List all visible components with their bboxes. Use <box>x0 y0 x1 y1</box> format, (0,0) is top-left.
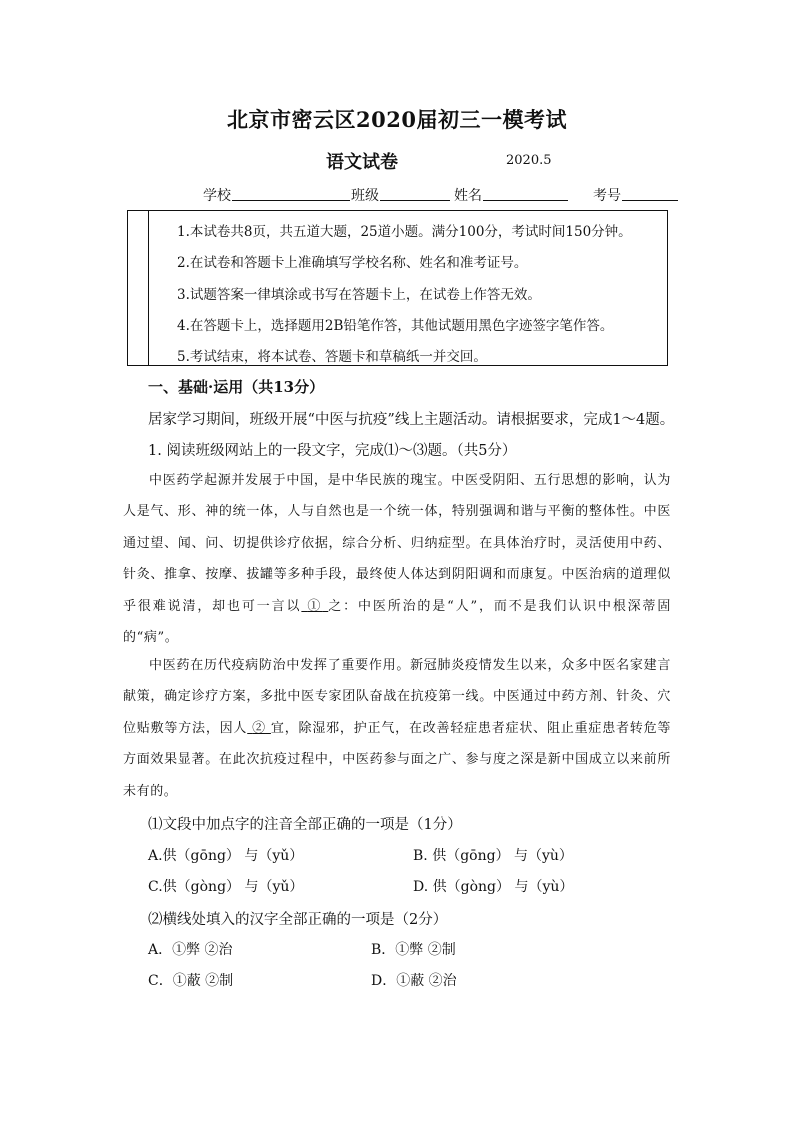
section-intro: 居家学习期间，班级开展“中医与抗疫”线上主题活动。请根据要求，完成1～4题。 <box>148 412 675 428</box>
option-b[interactable]: B. 供（gōng） 与（yù） <box>413 848 573 864</box>
option-a[interactable]: A．①弊 ②治 <box>148 942 233 958</box>
notice-divider <box>148 211 149 365</box>
passage-text: 之：中医所治的是“人”，而不是我们认识中根深蒂固的“病”。 <box>123 598 672 646</box>
blank-1: ① <box>307 598 323 614</box>
notice-item: 2.在试卷和答题卡上准确填写学校名称、姓名和准考证号。 <box>177 255 528 271</box>
notice-item: 3.试题答案一律填涂或书写在答题卡上，在试卷上作答无效。 <box>177 287 541 303</box>
notice-item: 5.考试结束，将本试卷、答题卡和草稿纸一并交回。 <box>177 349 487 365</box>
blank-2: ② <box>252 720 266 736</box>
passage-text: 宜，除湿邪，护正气，在改善轻症患者症状、阻止重症患者转危等方面效果显著。在此次抗疫过程中，中医药参与面之广、参与度之深是新中国成立以来前所未有的。 <box>123 720 671 799</box>
option-c[interactable]: C．①蔽 ②制 <box>148 973 234 989</box>
name-label: 姓名 <box>454 188 482 204</box>
sub-question-1: ⑴文段中加点字的注音全部正确的一项是（1分） <box>148 817 462 833</box>
section-heading: 一、基础·运用（共13分） <box>148 378 325 396</box>
option-a[interactable]: A.供（gōng） 与（yǔ） <box>148 848 304 864</box>
exam-date: 2020.5 <box>506 153 552 168</box>
exam-no-label: 考号 <box>593 188 621 204</box>
passage-paragraph-2 <box>123 650 671 807</box>
class-label: 班级 <box>351 188 379 204</box>
option-d[interactable]: D．①蔽 ②治 <box>371 973 457 989</box>
paper-subtitle: 语文试卷 <box>326 152 398 173</box>
notice-item: 4.在答题卡上，选择题用2B铅笔作答，其他试题用黑色字迹签字笔作答。 <box>177 318 614 334</box>
option-b[interactable]: B．①弊 ②制 <box>371 942 456 958</box>
notice-item: 1.本试卷共8页，共五道大题，25道小题。满分100分，考试时间150分钟。 <box>177 224 632 240</box>
exam-title: 北京市密云区2020届初三一模考试 <box>227 107 567 132</box>
sub-question-2: ⑵横线处填入的汉字全部正确的一项是（2分） <box>148 912 448 928</box>
option-d[interactable]: D. 供（gòng） 与（yù） <box>413 879 574 895</box>
passage-text: 中医药在历代疫病防治中发挥了重要作用。新冠肺炎疫情发生以来，众多中医名家建言献策，确定诊疗方案，多批中医专家团队奋战在抗疫第一线。中医通过中药方剂、针灸、穴位贴敷等方法，因人 <box>123 658 671 736</box>
student-info-line <box>203 185 678 207</box>
passage-text: 中医药学起源并发展于中国，是中华民族的瑰宝。中医受阴阳、五行思想的影响，认为人是气、形、神的统一体，人与自然也是一个统一体，特别强调和谐与平衡的整体性。中医通过望、闻、问、切提供诊疗依据，综合分析、归纳症型。在具体治疗时，灵活使用中药、针灸、推拿、按摩、拔罐等多种手段，最终使人体达到阴阳调和而康复。中医治病的道理似乎很难说清，却也可一言以 <box>123 473 671 614</box>
question-1-stem: 1. 阅读班级网站上的一段文字，完成⑴～⑶题。（共5分） <box>148 443 517 459</box>
passage-paragraph-1 <box>123 465 671 653</box>
school-label: 学校 <box>203 188 231 204</box>
option-c[interactable]: C.供（gòng） 与（yǔ） <box>148 879 304 895</box>
exam-notice-box <box>127 210 668 366</box>
